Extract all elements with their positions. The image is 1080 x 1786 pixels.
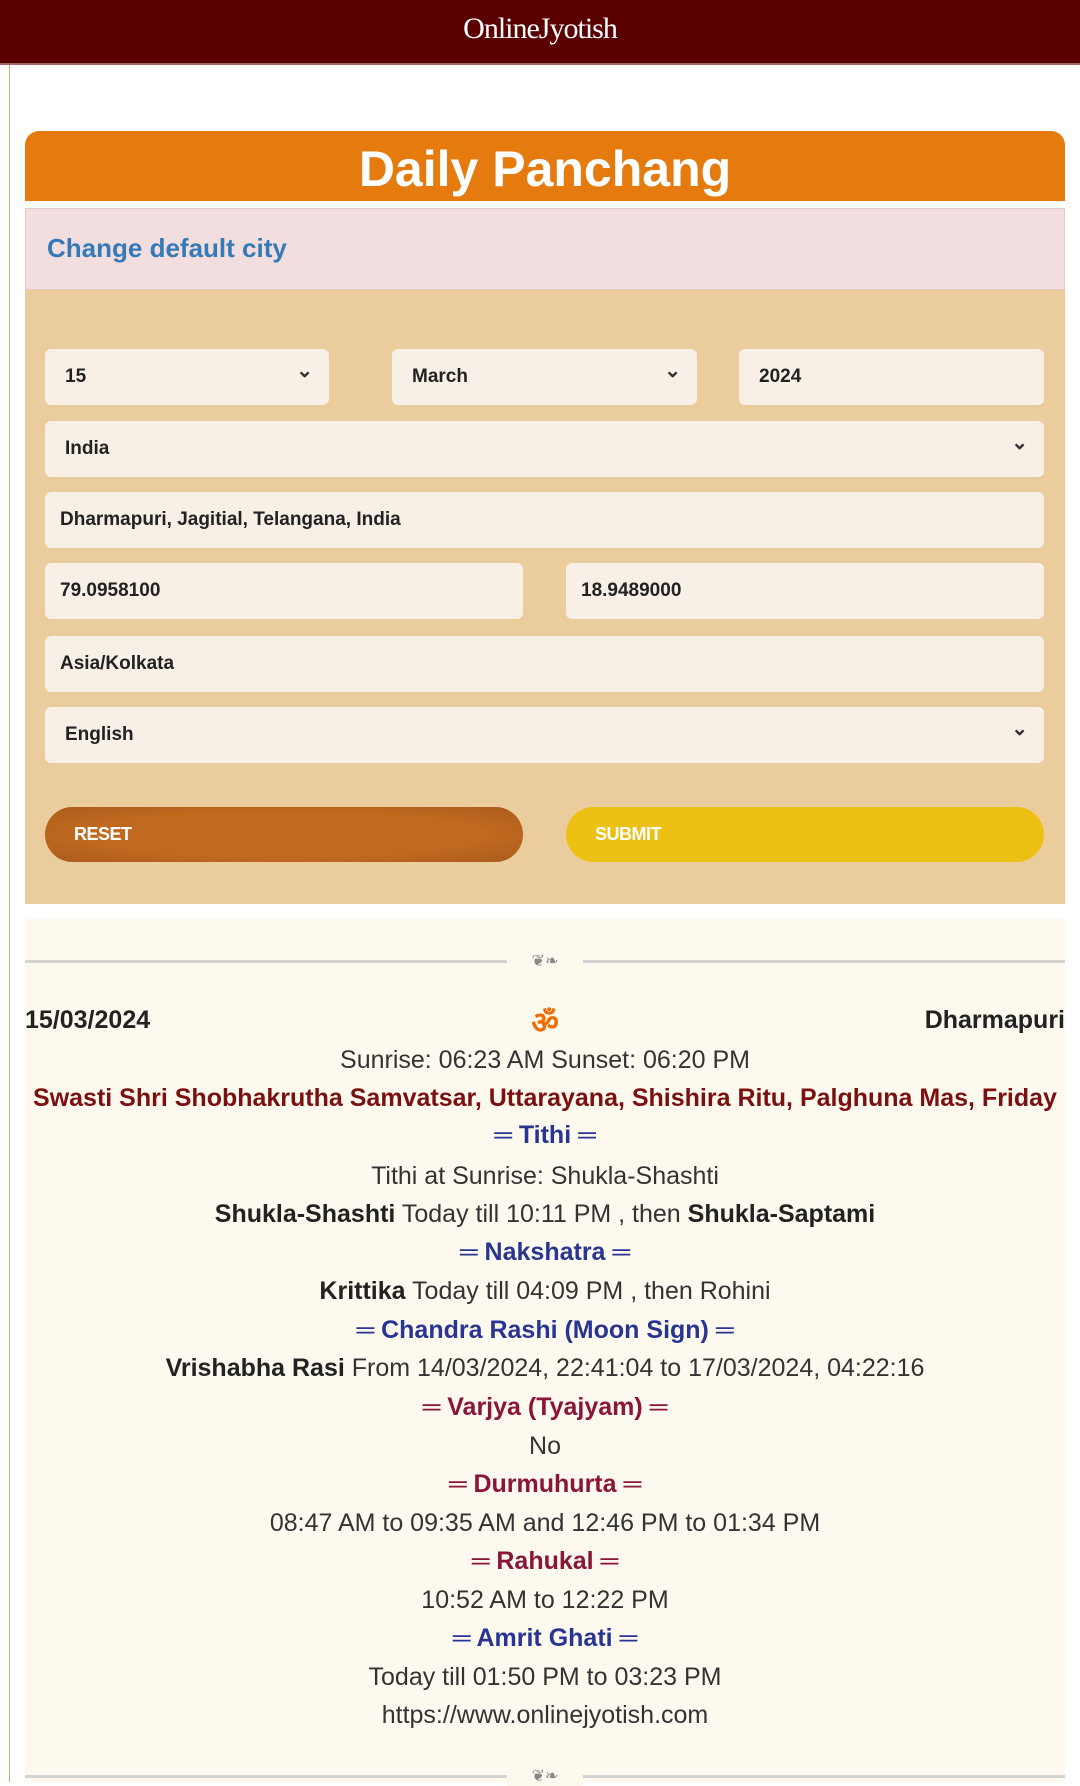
timezone-input[interactable]: Asia/Kolkata bbox=[45, 636, 1044, 692]
latitude-input[interactable]: 18.9489000 bbox=[566, 563, 1044, 619]
om-icon: ॐ bbox=[531, 1007, 559, 1040]
language-select[interactable]: English ⌄ bbox=[45, 707, 1044, 763]
tithi-sunrise: Tithi at Sunrise: Shukla-Shashti bbox=[371, 1162, 719, 1190]
nakshatra-heading: ═ Nakshatra ═ bbox=[459, 1238, 631, 1266]
varjya-heading: ═ Varjya (Tyajyam) ═ bbox=[422, 1393, 668, 1421]
longitude-input[interactable]: 79.0958100 bbox=[45, 563, 523, 619]
tithi-heading: ═ Tithi ═ bbox=[494, 1121, 596, 1149]
amrit-heading: ═ Amrit Ghati ═ bbox=[452, 1624, 638, 1652]
month-select[interactable]: March ⌄ bbox=[392, 349, 697, 405]
year-input[interactable]: 2024 bbox=[739, 349, 1044, 405]
panchang-form bbox=[25, 290, 1065, 904]
ornament-icon: ❦❧ bbox=[507, 1766, 583, 1786]
amrit-value: Today till 01:50 PM to 03:23 PM bbox=[368, 1663, 722, 1691]
country-select[interactable]: India ⌄ bbox=[45, 421, 1044, 477]
reset-button[interactable]: RESET bbox=[45, 807, 523, 862]
site-url[interactable]: https://www.onlinejyotish.com bbox=[381, 1701, 709, 1729]
day-select[interactable]: 15 ⌄ bbox=[45, 349, 329, 405]
rashi-detail: Vrishabha Rasi From 14/03/2024, 22:41:04 to 17/03/2024, 04:22:16 bbox=[165, 1354, 925, 1382]
rahukal-heading: ═ Rahukal ═ bbox=[471, 1547, 619, 1575]
result-city: Dharmapuri bbox=[924, 1006, 1065, 1034]
varjya-value: No bbox=[529, 1432, 561, 1460]
rashi-heading: ═ Chandra Rashi (Moon Sign) ═ bbox=[356, 1316, 734, 1344]
site-header bbox=[0, 0, 1080, 65]
submit-button[interactable]: SUBMIT bbox=[566, 807, 1044, 862]
rahukal-value: 10:52 AM to 12:22 PM bbox=[421, 1586, 669, 1614]
tithi-detail: Shukla-Shashti Today till 10:11 PM , then Shukla-Saptami bbox=[214, 1200, 876, 1228]
brand-logo[interactable]: OnlineJyotish bbox=[463, 12, 617, 45]
sunrise-sunset: Sunrise: 06:23 AM Sunset: 06:20 PM bbox=[340, 1046, 750, 1074]
left-border bbox=[9, 65, 10, 1782]
nakshatra-detail: Krittika Today till 04:09 PM , then Rohini bbox=[319, 1277, 771, 1305]
change-default-city-link[interactable]: Change default city bbox=[47, 233, 287, 263]
page-title: Daily Panchang bbox=[25, 131, 1065, 201]
samvat-line: Swasti Shri Shobhakrutha Samvatsar, Uttarayana, Shishira Ritu, Palghuna Mas, Friday bbox=[33, 1084, 1057, 1112]
panchang-result bbox=[25, 919, 1065, 1785]
ornament-icon: ❦❧ bbox=[507, 951, 583, 971]
durmuhurta-heading: ═ Durmuhurta ═ bbox=[448, 1470, 642, 1498]
change-city-panel bbox=[25, 208, 1065, 290]
place-input[interactable]: Dharmapuri, Jagitial, Telangana, India bbox=[45, 492, 1044, 548]
durmuhurta-value: 08:47 AM to 09:35 AM and 12:46 PM to 01:34 PM bbox=[269, 1509, 821, 1537]
result-date: 15/03/2024 bbox=[25, 1006, 151, 1034]
